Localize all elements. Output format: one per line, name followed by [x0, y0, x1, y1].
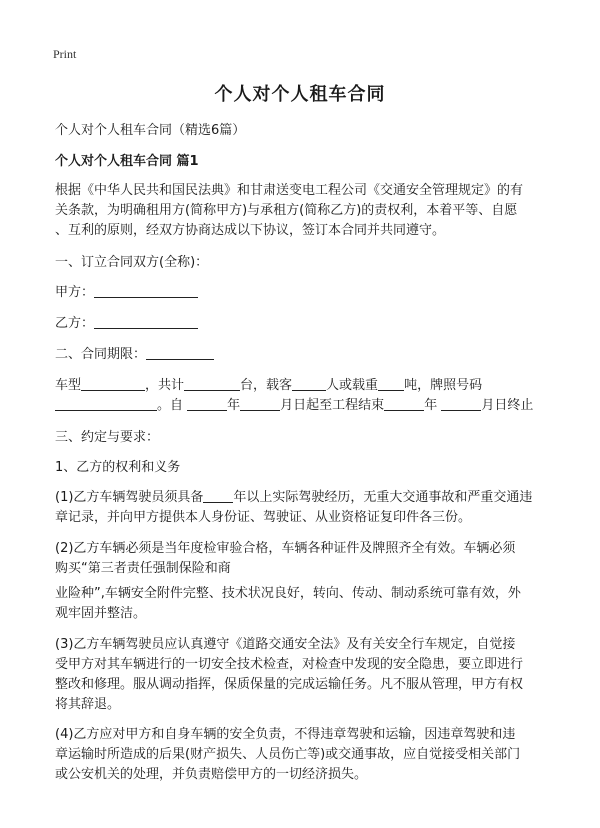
paragraph-line: (4)乙方应对甲方和自身车辆的安全负责，不得违章驾驶和运输，因违章驾驶和违 — [55, 727, 516, 742]
document-title: 个人对个人租车合同 — [214, 84, 386, 105]
vehicle-line-1 — [55, 376, 482, 396]
paragraph-line: 章运输时所造成的后果(财产损失、人员伤亡等)或交通事故，应自觉接受相关部门 — [55, 747, 521, 762]
term-line — [55, 345, 214, 365]
end-month-blank — [441, 396, 481, 411]
party-a-blank — [94, 283, 198, 298]
clause-heading: 一、订立合同双方(全称)： — [55, 255, 209, 270]
end-year-blank — [384, 396, 424, 411]
print-link[interactable]: Print — [53, 47, 77, 61]
party-a-line — [55, 283, 198, 303]
load-blank — [378, 376, 404, 391]
party-a-label: 甲方： — [55, 285, 95, 300]
paragraph-line: 受甲方对其车辆进行的一切安全技术检查，对检查中发现的安全隐患，要立即进行 — [55, 657, 524, 672]
start-year-blank — [187, 396, 227, 411]
vehicle-text: ，共计 — [145, 378, 185, 393]
vehicle-count-blank — [184, 376, 240, 391]
paragraph-line: 购买“第三者责任强制保险和商 — [55, 561, 231, 576]
vehicle-text: 月日起至工程结束 — [280, 398, 385, 413]
document-subtitle: 个人对个人租车合同（精选6篇） — [55, 123, 246, 138]
paragraph-line: 将其辞退。 — [55, 697, 121, 712]
party-b-blank — [94, 314, 198, 329]
start-month-blank — [240, 396, 280, 411]
vehicle-text: 。自 — [157, 398, 184, 413]
passenger-blank — [292, 376, 326, 391]
item-1-line — [55, 488, 532, 508]
plate-blank — [55, 396, 157, 411]
paragraph-line: (3)乙方车辆驾驶员应认真遵守《道路交通安全法》及有关安全行车规定，自觉接 — [55, 637, 516, 652]
vehicle-text: 人或载重 — [326, 378, 379, 393]
paragraph-line: 整改和修理。服从调动指挥，保质保量的完成运输任务。凡不服从管理，甲方有权 — [55, 677, 524, 692]
paragraph-line: 或公安机关的处理，并负责赔偿甲方的一切经济损失。 — [55, 767, 368, 782]
term-blank — [146, 345, 214, 360]
vehicle-text: 年 — [227, 398, 241, 413]
item-text: (1)乙方车辆驾驶员须具备 — [55, 490, 204, 505]
paragraph-line: 根据《中华人民共和国民法典》和甘肃送变电工程公司《交通安全管理规定》的有 — [55, 183, 524, 198]
vehicle-text: 台，载客 — [240, 378, 293, 393]
vehicle-type-blank — [81, 376, 145, 391]
years-blank — [203, 488, 233, 503]
paragraph-line: 业险种”,车辆安全附件完整、技术状况良好，转向、传动、制动系统可靠有效，外 — [55, 586, 521, 601]
item-text: 年以上实际驾驶经历，无重大交通事故和严重交通违 — [233, 490, 533, 505]
subclause-heading: 1、乙方的权利和义务 — [55, 460, 181, 475]
section-heading: 个人对个人租车合同 篇1 — [55, 154, 199, 169]
paragraph-line: (2)乙方车辆必须是当年度检审验合格，车辆各种证件及牌照齐全有效。车辆必须 — [55, 541, 516, 556]
vehicle-text: 车型 — [55, 378, 82, 393]
vehicle-line-2 — [55, 396, 533, 416]
paragraph-line: 观牢固并整洁。 — [55, 606, 147, 621]
vehicle-text: 年 — [424, 398, 438, 413]
vehicle-text: 吨，牌照号码 — [404, 378, 483, 393]
clause-heading: 三、约定与要求： — [55, 430, 160, 445]
term-label: 二、合同期限： — [55, 347, 147, 362]
paragraph-line: 章记录，并向甲方提供本人身份证、驾驶证、从业资格证复印件各三份。 — [55, 510, 472, 525]
party-b-line — [55, 314, 198, 334]
paragraph-line: 关条款，为明确租用方(简称甲方)与承租方(简称乙方)的责权利，本着平等、自愿 — [55, 203, 518, 218]
party-b-label: 乙方： — [55, 316, 95, 331]
paragraph-line: 、互利的原则，经双方协商达成以下协议，签订本合同并共同遵守。 — [55, 223, 446, 238]
vehicle-text: 月日终止 — [481, 398, 534, 413]
